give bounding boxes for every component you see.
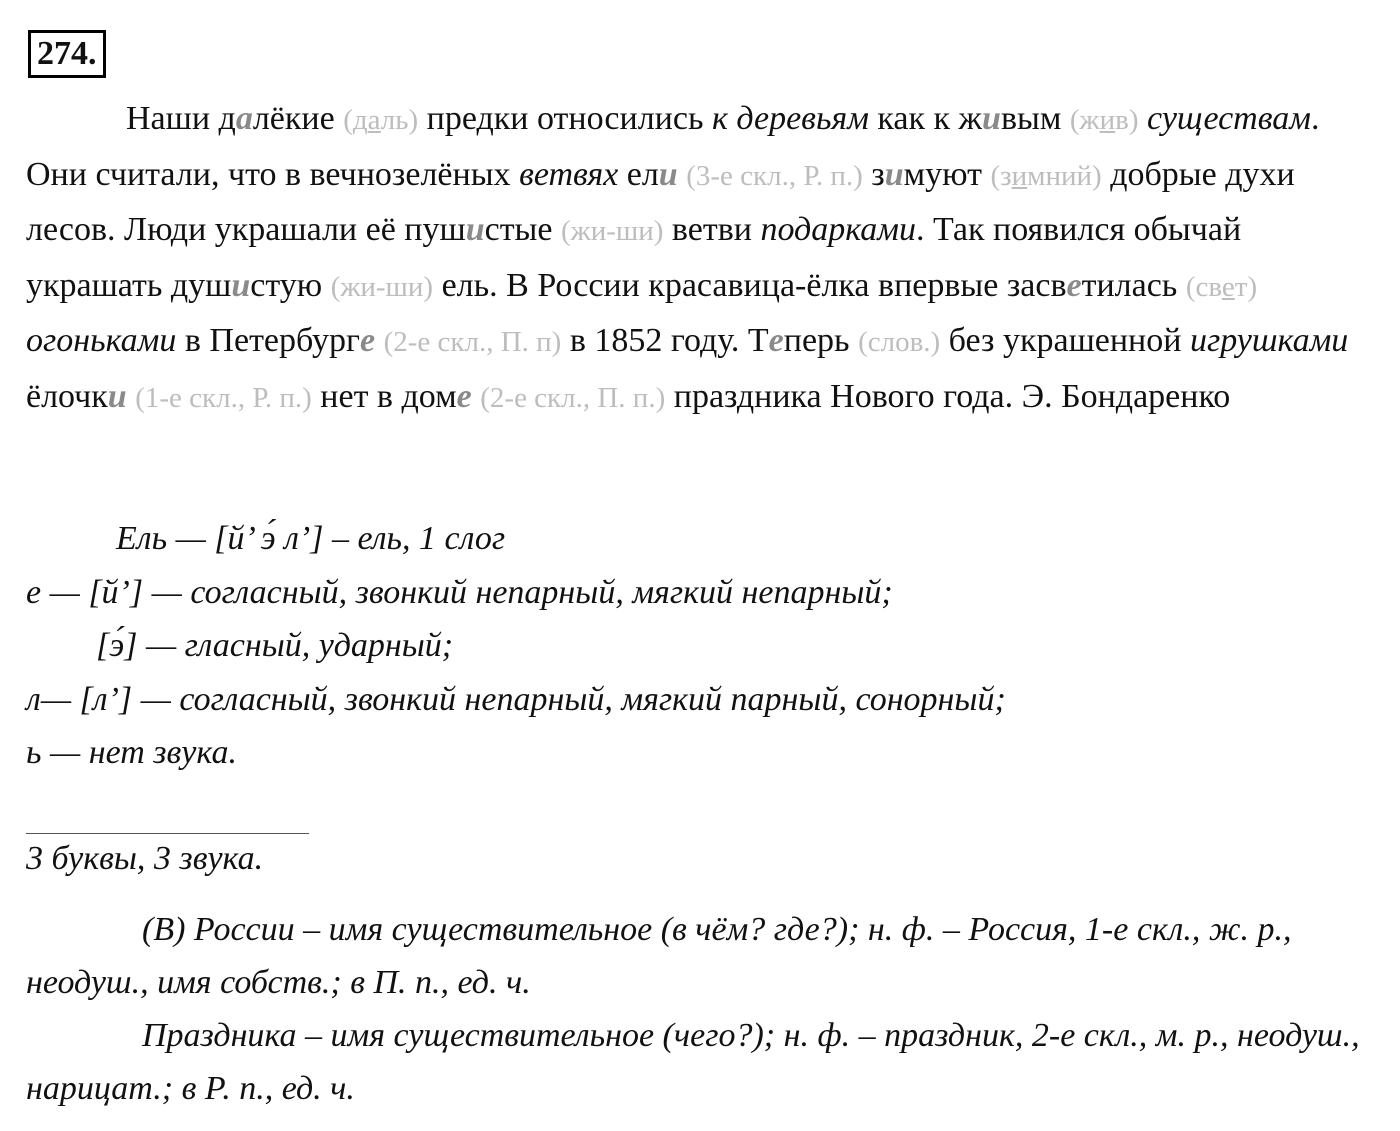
- grammar-hint: (2-е скл., П. п): [383, 326, 562, 359]
- text-run: ветви: [663, 211, 761, 249]
- spelling-letter: а: [235, 100, 253, 137]
- italic-phrase: существам: [1146, 100, 1311, 137]
- text-run: добрые духи лесов. Люди украшали её пуш: [26, 155, 1295, 249]
- text-run: стые: [484, 211, 561, 249]
- phonetic-line-e: е — [й’] — согласный, звонкий непарный, мягкий непарный;: [26, 574, 893, 611]
- phonetic-line-vowel: [э́] — гласный, ударный;: [96, 627, 454, 664]
- text-run: . Они считали, что в вечнозелёных: [26, 100, 1320, 193]
- italic-phrase: подарками: [760, 211, 916, 249]
- check-hint: (зимний): [990, 159, 1102, 192]
- italic-phrase: к деревьям: [711, 100, 869, 137]
- exercise-text: [26, 92, 1386, 426]
- phonetic-line-l: л— [л’] — согласный, звонкий непарный, мягкий парный, сонорный;: [26, 681, 1006, 718]
- check-hint: (свет): [1185, 270, 1258, 303]
- text-run: в Петербург: [176, 322, 360, 360]
- text-run: муют: [903, 155, 991, 193]
- phonetic-line-soft-sign: ь — нет звука.: [26, 734, 237, 771]
- morph-analysis-holiday: Праздника – имя существительное (чего?); н. ф. – праздник, 2-е скл., м. р., неодуш., нарицат.; в Р. п., ед. ч.: [26, 1017, 1360, 1107]
- summary-divider: [26, 833, 309, 834]
- text-run: лёкие: [252, 100, 344, 137]
- rule-hint: (жи-ши): [561, 215, 664, 248]
- text-run: [678, 156, 687, 193]
- text-run: [1138, 100, 1147, 137]
- spelling-letter: е: [768, 322, 784, 360]
- text-run: [472, 378, 481, 415]
- text-run: нет в дом: [311, 377, 457, 415]
- text-run: стую: [250, 266, 331, 304]
- spelling-letter: е: [359, 322, 376, 360]
- morph-analysis-russia: (В) России – имя существительное (в чём? где?); н. ф. – Россия, 1-е скл., ж. р., неодуш., имя собств.; в П. п., ед. ч.: [26, 911, 1292, 1001]
- text-run: [375, 322, 384, 359]
- phonetic-line-word: Ель — [й’ э́ л’] – ель, 1 слог: [116, 520, 506, 557]
- spelling-letter: и: [465, 211, 485, 249]
- text-run: . Так появился обычай украшать душ: [26, 211, 1242, 304]
- text-run: как к ж: [868, 100, 983, 137]
- spelling-letter: е: [456, 377, 472, 415]
- spelling-letter: и: [884, 155, 904, 193]
- dictionary-hint: (слов.): [858, 326, 941, 359]
- italic-phrase: игрушками: [1189, 322, 1349, 360]
- rule-hint: (жи-ши): [330, 270, 434, 303]
- spelling-letter: и: [982, 100, 1001, 137]
- text-run: без украшенной: [940, 322, 1190, 360]
- text-run: ель. В России красавица-ёлка впервые засв: [433, 266, 1067, 304]
- text-run: з: [862, 155, 885, 193]
- text-run: тилась: [1081, 266, 1186, 304]
- check-hint: (даль): [343, 104, 419, 136]
- spelling-letter: и: [231, 266, 251, 304]
- grammar-hint: (1-е скл., Р. п.): [135, 381, 312, 414]
- italic-phrase: огоньками: [26, 322, 177, 360]
- phonetic-summary: 3 буквы, 3 звука.: [26, 840, 264, 877]
- text-run: ёлочк: [26, 377, 108, 415]
- text-run: вым: [1000, 100, 1070, 137]
- text-run: ел: [618, 155, 659, 193]
- spelling-letter: и: [658, 155, 678, 193]
- spelling-letter: е: [1066, 266, 1082, 304]
- exercise-number: 274.: [28, 30, 106, 78]
- grammar-hint: (2-е скл., П. п.): [480, 381, 666, 414]
- text-run: перь: [783, 322, 859, 360]
- italic-phrase: ветвях: [519, 155, 619, 193]
- grammar-hint: (3-е скл., Р. п.): [686, 159, 863, 192]
- text-run: в 1852 году. Т: [561, 322, 769, 360]
- text-run: [127, 378, 136, 415]
- text-run: Наши д: [126, 100, 236, 137]
- text-run: праздника Нового года. Э. Бондаренко: [665, 377, 1231, 415]
- text-run: предки относились: [418, 100, 712, 137]
- check-hint: (жив): [1069, 104, 1139, 136]
- spelling-letter: и: [107, 377, 127, 415]
